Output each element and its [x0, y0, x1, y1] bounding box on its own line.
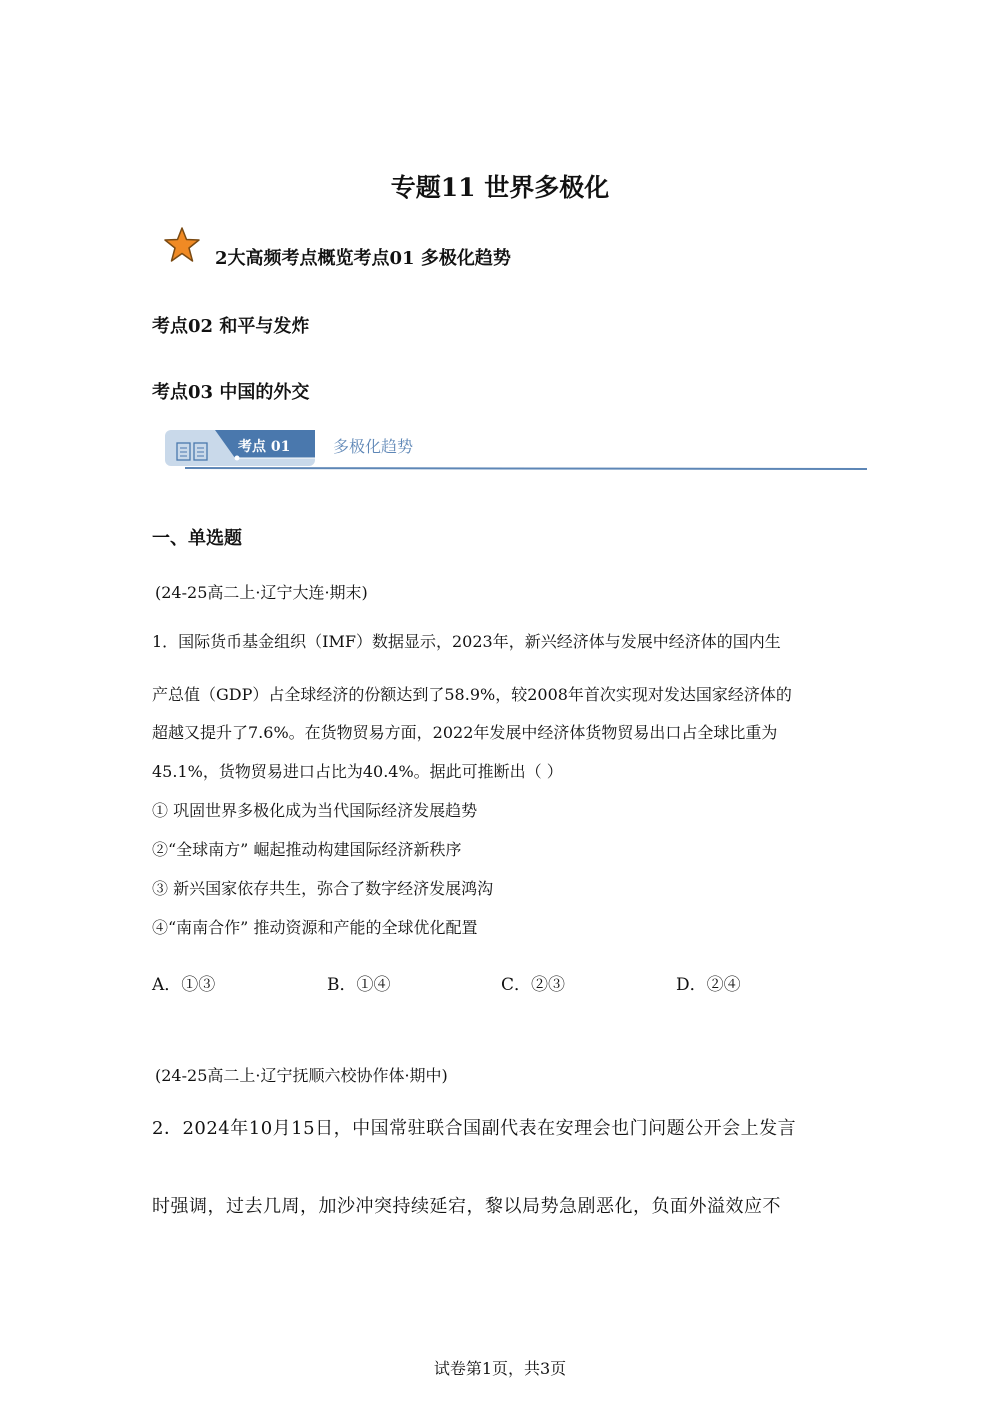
overview-line-3: 考点03 中国的外交 — [152, 382, 310, 403]
question-2-line-2: 时强调，过去几周，加沙冲突持续延宕，黎以局势急剧恶化，负面外溢效应不 — [152, 1196, 781, 1217]
banner-tag: 考点 01 — [238, 439, 291, 455]
star-icon — [163, 226, 201, 264]
question-1-option-c[interactable]: C．②③ — [501, 975, 566, 995]
question-1-source: (24-25高二上·辽宁大连·期末) — [155, 583, 368, 602]
question-1-statement-1: ① 巩固世界多极化成为当代国际经济发展趋势 — [152, 801, 478, 820]
question-2-line-1: 2．2024年10月15日，中国常驻联合国副代表在安理会也门问题公开会上发言 — [152, 1118, 797, 1139]
question-1-statement-4: ④“南南合作” 推动资源和产能的全球优化配置 — [152, 918, 478, 937]
question-1-statement-3: ③ 新兴国家依存共生，弥合了数字经济发展鸿沟 — [152, 879, 494, 898]
overview-line-2: 考点02 和平与发炸 — [152, 316, 310, 337]
question-1-line-4: 45.1%，货物贸易进口占比为40.4%。据此可推断出（ ） — [152, 762, 563, 781]
question-1-option-a[interactable]: A．①③ — [152, 975, 216, 995]
overview-line-1: 2大高频考点概览考点01 多极化趋势 — [215, 248, 511, 269]
question-1-line-2: 产总值（GDP）占全球经济的份额达到了58.9%，较2008年首次实现对发达国家经济体的 — [152, 685, 792, 704]
question-1-option-d[interactable]: D．②④ — [676, 975, 741, 995]
question-2-source: (24-25高二上·辽宁抚顺六校协作体·期中) — [155, 1066, 448, 1085]
page-title: 专题11 世界多极化 — [390, 173, 610, 202]
question-1-statement-2: ②“全球南方” 崛起推动构建国际经济新秩序 — [152, 840, 462, 859]
question-1-option-b[interactable]: B．①④ — [327, 975, 391, 995]
question-1-line-1: 1．国际货币基金组织（IMF）数据显示，2023年，新兴经济体与发展中经济体的国内生 — [152, 632, 781, 651]
page-footer: 试卷第1页，共3页 — [433, 1359, 567, 1378]
banner-topic: 多极化趋势 — [333, 437, 414, 456]
question-1-line-3: 超越又提升了7.6%。在货物贸易方面，2022年发展中经济体货物贸易出口占全球比重为 — [152, 723, 778, 742]
section-heading: 一、单选题 — [152, 528, 242, 549]
